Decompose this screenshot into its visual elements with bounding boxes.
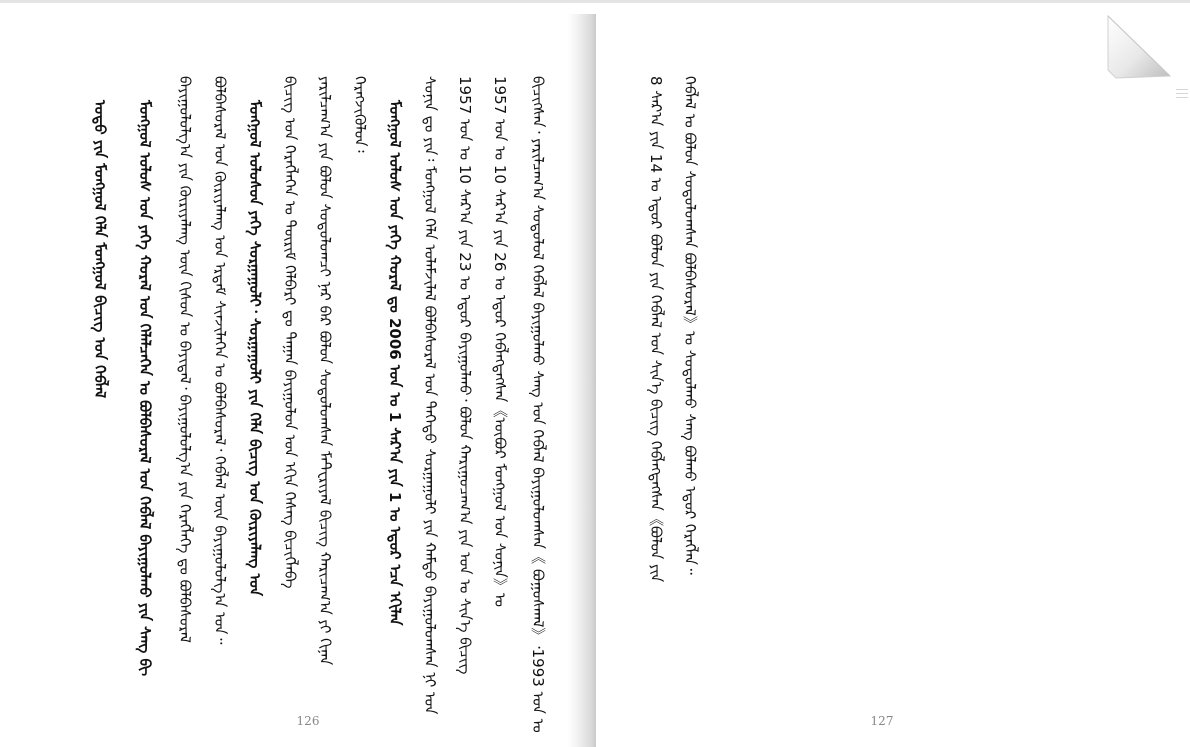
book-spread[interactable] [0,3,1190,747]
text-column: ᠶᠠᠷᠢᠯᠴᠠᠭ᠎ᠠ ᠶᠢᠨ ᠪᠣᠯᠤᠨ ᠰᠤᠳᠤᠯᠤᠭᠴᠢ ᠨᠠᠷ ᠪᠠᠷ ᠪᠣᠯᠤᠨ ᠰᠤᠳᠤᠯᠤᠭᠰᠠᠨ ᠮᠠᠲᠸᠷᠢᠶᠠᠯ ᠪᠢᠴᠢᠭ ᠬᠠᠷᠢᠴᠠᠭ᠎ᠠ ᠶᠢ ᠬᠢᠨᠠᠨ [316,76,334,666]
page-number: 126 [296,714,320,728]
text-column: ᠰᠣᠨᠢᠨ ᠳᠤ ᠶᠢᠨ᠄ ᠮᠣᠩᠭᠣᠯ ᠬᠡᠯᠡ ᠤᠯᠠᠮᠵᠢᠯᠠᠯ ᠪᠣᠯᠪᠠᠰᠤᠷᠠᠯ ᠤᠨ ᠳᠡᠭᠡᠳᠦ ᠰᠤᠷᠭᠠᠭᠤᠯᠢ ᠶᠢᠨ ᠬᠠᠮᠲᠤ ᠪᠠᠶᠢᠭᠤᠯᠤᠭᠰᠠᠨ ᠨᠢ ᠣᠨ [421,76,439,715]
text-column: ᠣᠳᠣ ᠶᠢᠨ ᠮᠣᠩᠭᠣᠯ ᠬᠡᠯᠡ ᠮᠣᠩᠭᠣᠯ ᠪᠢᠴᠢᠭ ᠤᠨ ᠬᠡᠪᠯᠡᠯ [91,100,109,399]
text-column: ᠬᠡᠷᠡᠭᠵᠢᠭᠦᠯᠦᠨ᠄ [351,76,369,153]
text-column: 8 ᠰᠠᠷ᠎ᠠ ᠶᠢᠨ 14 ᠤ ᠡᠳᠦᠷ ᠪᠣᠯᠤᠨ ᠶᠢᠨ ᠬᠡᠪᠯᠡᠯ ᠤᠨ ᠰᠢᠨ᠎ᠡ ᠪᠢᠴᠢᠭ ᠬᠡᠪᠯᠡᠭᠳᠡᠭᠰᠡᠨ《ᠪᠣᠯᠤᠨ ᠶᠢᠨ [647,76,665,583]
page-curl-icon[interactable] [1106,14,1174,80]
left-page[interactable] [0,14,590,747]
right-page-text [596,14,1190,747]
text-column: ᠬᠡᠪᠯᠡᠯ ᠤ ᠪᠣᠯᠤᠨ ᠰᠤᠳᠤᠯᠤᠭᠰᠠᠨ ᠪᠣᠯᠪᠠᠰᠤᠷᠠᠯ》ᠤ ᠰᠤᠳᠤᠯᠬᠤ ᠰᠠᠩ ᠪᠣᠯᠬᠤ ᠡᠳᠦᠷ ᠬᠡᠷᠡᠭᠯᠡᠨ᠃ [681,76,699,575]
text-column: 1957 ᠣᠨ ᠤ 10 ᠰᠠᠷ᠎ᠠ ᠶᠢᠨ 26 ᠤ ᠡᠳᠦᠷ ᠬᠡᠪᠯᠡᠭᠳᠡᠭᠰᠡᠨ《ᠥᠪᠥᠷ ᠮᠣᠩᠭᠣᠯ ᠤᠨ ᠰᠣᠨᠢᠨ》ᠤ [491,76,509,607]
right-page[interactable] [596,14,1190,747]
text-column: ᠪᠣᠯᠪᠠᠰᠤᠷᠠᠯ ᠤᠨ ᠬᠦᠷᠢᠶᠡᠯᠡᠩ ᠤᠨ ᠡᠷᠳᠡᠮ ᠰᠢᠨᠵᠢᠯᠡᠭᠡᠨ ᠤ ᠪᠣᠯᠪᠠᠰᠤᠷᠠᠯ᠂ ᠬᠡᠪᠯᠡᠯ ᠦᠨ ᠪᠠᠶᠢᠭᠤᠯᠤᠯᠭ᠎ᠠ ᠣᠨ᠃ [211,76,229,645]
page-number: 127 [870,714,894,728]
text-column: ᠮᠣᠩᠭᠣᠯ ᠤᠯᠤᠰ ᠤᠨ ᠶᠡᠬᠡ ᠬᠤᠷᠠᠯ ᠤᠨ ᠬᠡᠯᠡᠯᠴᠡᠭᠡᠨ ᠤ ᠪᠣᠯᠪᠠᠰᠤᠷᠠᠯ ᠤᠨ ᠬᠡᠪᠯᠡᠯ ᠪᠠᠶᠢᠭᠤᠯᠬᠤ ᠶᠢᠨ ᠰᠠᠩ ᠪᠢ [136,100,154,677]
text-column: 1957 ᠣᠨ ᠤ 10 ᠰᠠᠷ᠎ᠠ ᠶᠢᠨ 23 ᠤ ᠡᠳᠦᠷ ᠪᠠᠶᠢᠭᠤᠯᠬᠤ᠂ ᠪᠣᠯᠤᠨ ᠬᠠᠷᠢᠭᠤᠴᠠᠭ᠎ᠠ ᠶᠢᠨ ᠣᠨ ᠤ ᠰᠢᠨ᠎ᠡ ᠪᠢᠴᠢᠭ [456,76,474,675]
text-column: ᠪᠠᠶᠢᠭᠤᠯᠤᠯᠭ᠎ᠠ ᠶᠢᠨ ᠬᠦᠷᠢᠶᠡᠯᠡᠩ ᠦᠨ ᠭᠢᠰᠦᠨ ᠤ ᠪᠠᠶᠢᠳᠠᠯ᠂ ᠪᠠᠶᠢᠭᠤᠯᠤᠯᠭ᠎ᠠ ᠶᠢᠨ ᠬᠡᠷᠡᠭᠯᠡᠭᠡ ᠳᠤ ᠪᠣᠯᠪᠠᠰᠤᠷᠠᠯ [176,76,194,643]
text-column: ᠮᠣᠩᠭᠣᠯ ᠤᠯᠤᠰ ᠤᠨ ᠶᠡᠬᠡ ᠬᠤᠷᠠᠯ ᠳᠤ 2006 ᠣᠨ ᠤ 1 ᠰᠠᠷ᠎ᠠ ᠶᠢᠨ 1 ᠤ ᠡᠳᠦᠷ ᠡᠴᠡ ᠡᠬᠢᠯᠡᠨ [386,100,404,626]
text-column: ᠮᠣᠩᠭᠣᠯ ᠤᠯᠤᠰᠤᠨ ᠶᠡᠬᠡ ᠰᠤᠷᠭᠠᠭᠤᠯᠢ᠂ ᠰᠤᠷᠭᠠᠭᠤᠯᠢ ᠶᠢᠨ ᠬᠡᠯᠡ ᠪᠢᠴᠢᠭ ᠤᠨ ᠬᠦᠷᠢᠶᠡᠯᠡᠩ ᠤᠨ [246,100,264,596]
left-page-text [0,14,590,747]
text-column: ᠪᠢᠴᠢᠭᠰᠡᠨ᠂ ᠶᠠᠷᠢᠯᠴᠠᠭ᠎ᠠ ᠰᠤᠳᠤᠯᠤᠯ ᠬᠡᠪᠯᠡᠯ ᠪᠠᠶᠢᠭᠤᠯᠬᠤ ᠰᠠᠩ ᠤᠨ ᠬᠡᠪᠯᠡᠯ ᠪᠠᠶᠢᠭᠤᠯᠤᠭᠰᠠᠨ《 ᠪᠣᠭᠤᠰᠬᠠᠯ》᠂1993 ᠣᠨ ᠤ [529,76,547,733]
menu-icon[interactable] [1176,89,1188,99]
text-column: ᠪᠢᠴᠢᠭ ᠤᠨ ᠬᠡᠷᠡᠭᠯᠡᠭᠡᠨ ᠤ ᠳᠦᠷᠢᠮ ᠬᠡᠯᠪᠡᠷᠢ ᠳᠤ ᠳᠠᠭᠠᠨ ᠪᠠᠶᠢᠭᠤᠯᠤᠨ ᠣᠨ ᠡᠬᠢᠨ ᠬᠡᠰᠡᠭ ᠪᠢᠴᠢᠭᠯᠡᠪᠡ [281,76,299,589]
